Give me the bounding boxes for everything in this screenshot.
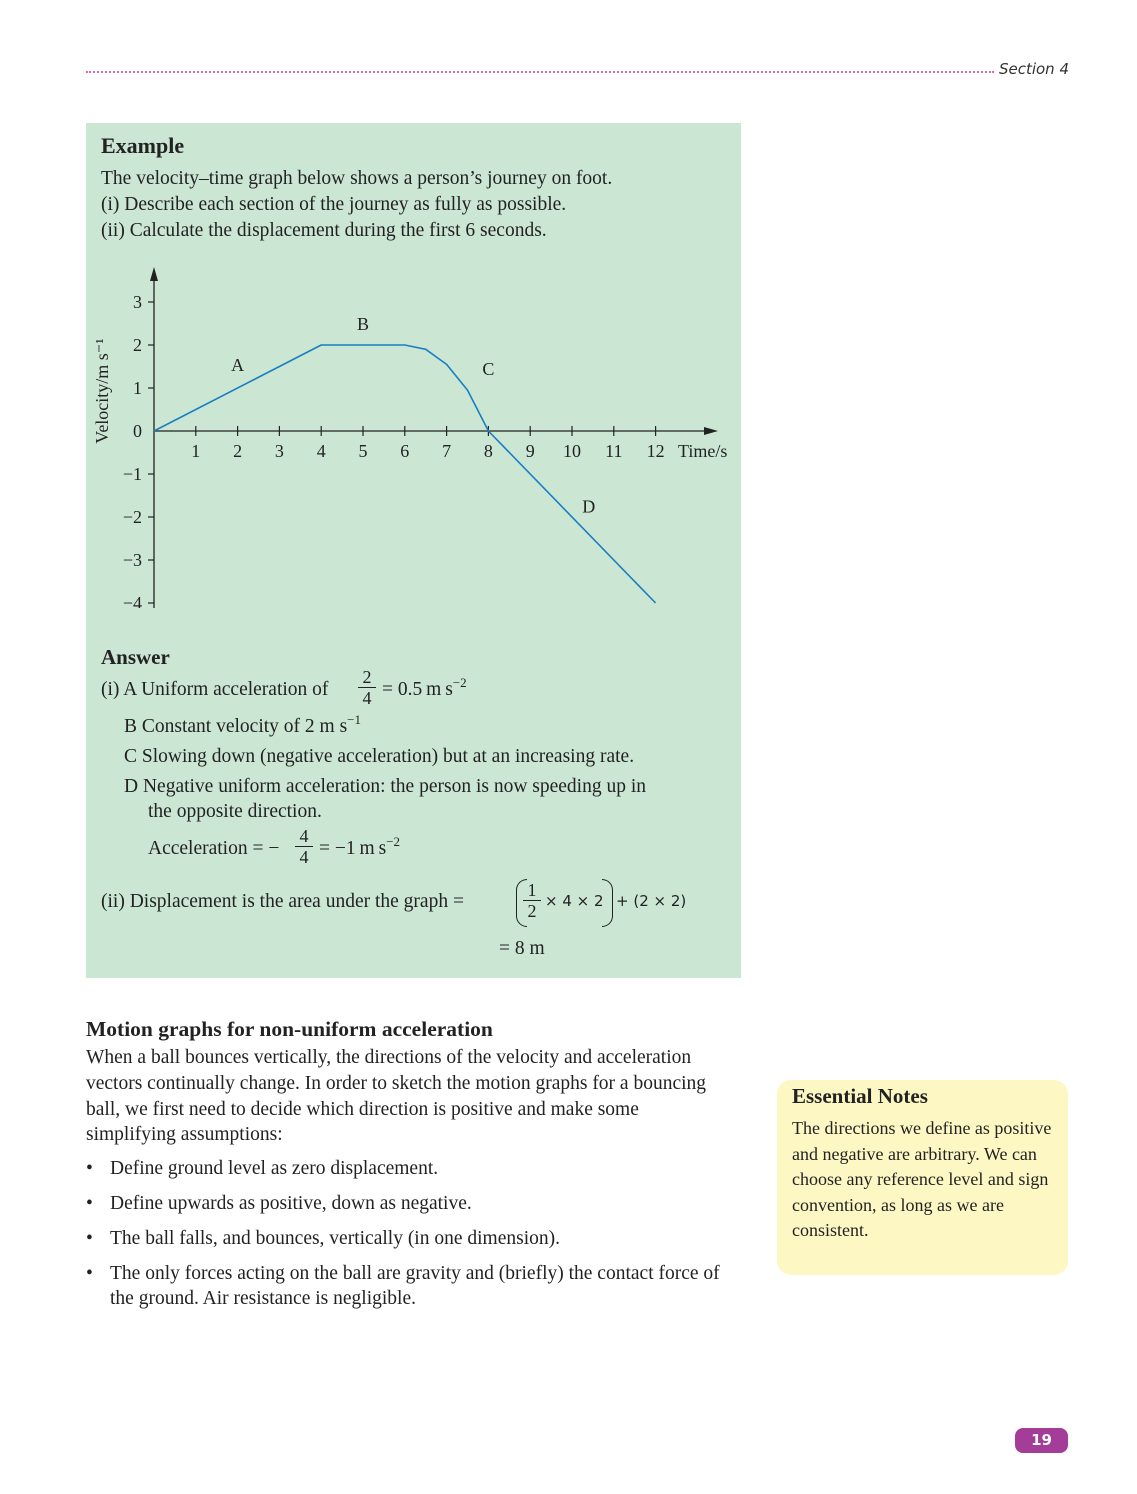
- section-label-c: C: [482, 359, 495, 380]
- y-tick-label: −2: [122, 507, 142, 527]
- displacement-end: + (2 × 2): [616, 892, 687, 910]
- x-axis-arrow: [704, 427, 718, 435]
- displacement-result: = 8 m: [499, 938, 545, 959]
- acceleration-denominator: 4: [295, 846, 313, 867]
- answer-a-result: [382, 675, 467, 701]
- displacement-middle: × 4 × 2: [545, 892, 604, 910]
- right-parenthesis: [602, 879, 613, 927]
- velocity-time-graph: [86, 263, 741, 608]
- x-tick-label: 7: [442, 441, 452, 461]
- y-tick-label: 2: [133, 335, 142, 355]
- answer-b-exponent: −1: [347, 712, 361, 727]
- section-label-d: D: [582, 496, 596, 517]
- bullet-text: Define ground level as zero displacement.: [110, 1158, 439, 1179]
- section-label: Section 4: [998, 60, 1069, 78]
- acceleration-result-text: = −1 m s: [319, 838, 387, 859]
- x-tick-label: 10: [563, 441, 581, 461]
- acceleration-numerator: 4: [299, 826, 309, 846]
- x-tick-label: 11: [605, 441, 623, 461]
- header-rule: [86, 71, 994, 73]
- essential-notes-text: The directions we define as positive and negative are arbitrary. We can choose any reference level and sign convention, as long as we are consistent.: [792, 1118, 1052, 1240]
- displacement-numerator: 1: [527, 880, 537, 900]
- x-tick-label: 2: [233, 441, 243, 461]
- y-tick-label: −3: [122, 550, 142, 570]
- y-tick-label: 0: [133, 421, 142, 441]
- essential-notes-title: Essential Notes: [792, 1084, 928, 1108]
- y-tick-label: 3: [133, 292, 142, 312]
- bullet-dot: •: [86, 1228, 93, 1249]
- answer-c: C Slowing down (negative acceleration) but at an increasing rate.: [124, 746, 635, 767]
- answer-b-text: B Constant velocity of 2 m s: [124, 716, 348, 737]
- answer-a-prefix: (i) A Uniform acceleration of: [101, 679, 329, 700]
- y-tick-label: −1: [122, 464, 142, 484]
- acceleration-prefix: Acceleration = −: [148, 838, 280, 859]
- page-number: 19: [1015, 1428, 1068, 1453]
- example-question-2: (ii) Calculate the displacement during the first 6 seconds.: [101, 220, 547, 241]
- answer-d-line-2: the opposite direction.: [148, 801, 322, 822]
- answer-a-exponent: −2: [452, 675, 467, 690]
- displacement-prefix: (ii) Displacement is the area under the graph =: [101, 891, 464, 912]
- bullet-dot: •: [86, 1263, 93, 1284]
- answer-a-numerator: 2: [362, 667, 372, 687]
- section-label-b: B: [356, 313, 370, 334]
- bullet-dot: •: [86, 1193, 93, 1214]
- x-tick-label: 9: [525, 441, 535, 461]
- x-tick-label: 8: [483, 441, 493, 461]
- acceleration-fraction: [295, 826, 313, 867]
- answer-a-fraction: [358, 667, 376, 708]
- answer-a-denominator: 4: [358, 687, 376, 708]
- acceleration-exponent: −2: [386, 834, 401, 849]
- bullet-text: Define upwards as positive, down as negative.: [110, 1193, 472, 1214]
- example-question-1: (i) Describe each section of the journey as fully as possible.: [101, 194, 567, 215]
- x-tick-label: 12: [646, 441, 665, 461]
- answer-title: Answer: [101, 645, 170, 669]
- motion-paragraph: When a ball bounces vertically, the directions of the velocity and acceleration vectors continually change. In order to sketch the motion graphs for a bouncing ball, we first need to decide which direction is positive and make some simplifying assumptions:: [86, 1047, 707, 1146]
- motion-heading: Motion graphs for non-uniform acceleration: [86, 1017, 493, 1041]
- answer-d-line-1: D Negative uniform acceleration: the person is now speeding up in: [124, 776, 647, 797]
- acceleration-result: [319, 834, 401, 860]
- y-axis-label: Velocity/m s⁻¹: [92, 338, 112, 444]
- answer-a-result-text: = 0.5 m s: [382, 679, 453, 700]
- x-tick-label: 6: [400, 441, 410, 461]
- x-tick-label: 1: [191, 441, 201, 461]
- y-tick-label: 1: [133, 378, 142, 398]
- bullet-dot: •: [86, 1158, 93, 1179]
- x-axis-label: Time/s: [678, 441, 728, 461]
- bullet-text: The only forces acting on the ball are gravity and (briefly) the contact force of the ground. Air resistance is negligible.: [110, 1263, 720, 1309]
- example-intro: The velocity–time graph below shows a person’s journey on foot.: [101, 168, 613, 189]
- x-tick-label: 5: [358, 441, 368, 461]
- bullet-text: The ball falls, and bounces, vertically (in one dimension).: [110, 1228, 560, 1249]
- y-axis-arrow: [150, 267, 158, 281]
- answer-b: [124, 712, 361, 738]
- y-tick-label: −4: [122, 593, 142, 608]
- displacement-fraction: [523, 880, 541, 921]
- displacement-denominator: 2: [523, 900, 541, 921]
- x-tick-label: 4: [316, 441, 326, 461]
- section-label-a: A: [231, 354, 245, 375]
- essential-notes-box: [777, 1080, 1068, 1275]
- data-line: [154, 345, 656, 603]
- example-box: [86, 123, 741, 978]
- example-title: Example: [101, 133, 185, 158]
- x-tick-label: 3: [274, 441, 284, 461]
